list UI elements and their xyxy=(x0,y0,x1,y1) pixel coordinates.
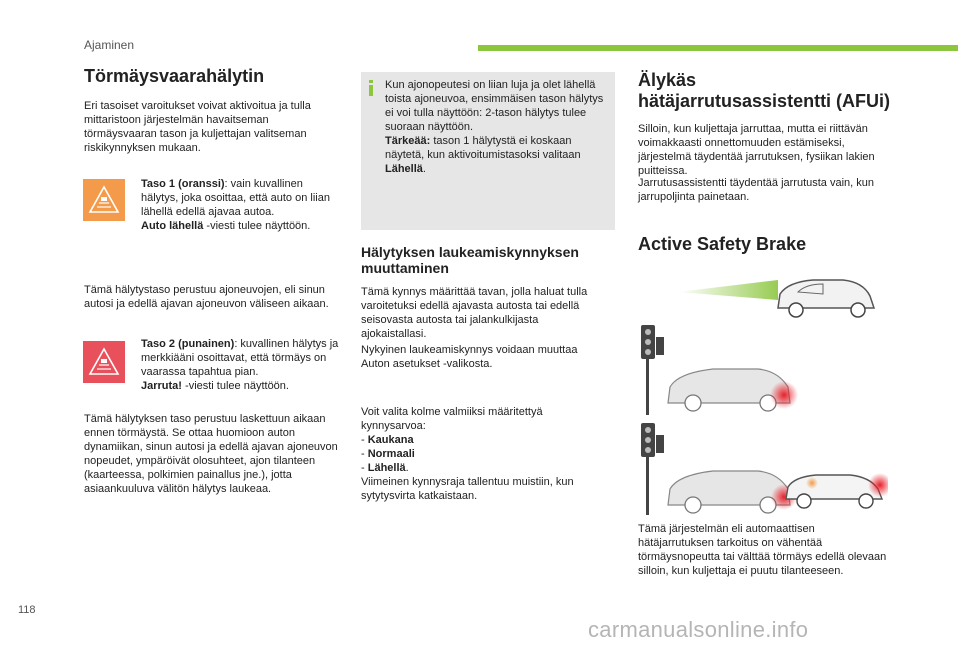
tip-text xyxy=(385,78,609,176)
option-near: Lähellä xyxy=(367,462,406,474)
afui-title-line2: hätäjarrutusassistentti (AFUi) xyxy=(638,90,891,111)
level2-message: Jarruta! xyxy=(141,380,182,392)
level1-description xyxy=(141,177,341,233)
asb-illustration-3 xyxy=(638,423,888,515)
afui-title-line1: Älykäs xyxy=(638,70,697,90)
afui-para2: Jarrutusassistentti täydentää jarrutusta vain, kun jarrupoljinta painetaan. xyxy=(638,177,875,203)
tip-important-value: Lähellä xyxy=(385,163,423,175)
tip-important-label: Tärkeää: xyxy=(385,135,431,147)
level2-description xyxy=(141,337,341,393)
collision-warning-icon xyxy=(83,341,125,383)
page-number: 118 xyxy=(18,604,36,616)
asb-illustration-2 xyxy=(638,325,888,415)
info-icon xyxy=(369,80,373,96)
level2-message-rest: -viesti tulee näyttöön. xyxy=(181,380,289,392)
section-label: Ajaminen xyxy=(84,38,135,52)
level2-explanation: Tämä hälytyksen taso perustuu laskettuun aikaan ennen törmäystä. Se ottaa huomioon auton dynamiikan, sinun autosi ja edellä ajavan ajoneuvon nopeudet, ympäröivät olosuhteet, ajon tilanteen (kaarteessa, polkimien painallus jne.), jotta asiaankuuluva välitön hälytys laukeaa. xyxy=(84,413,338,495)
collision-warning-icon xyxy=(83,179,125,221)
asb-title: Active Safety Brake xyxy=(638,234,807,254)
asb-para: Tämä järjestelmän eli automaattisen hätäjarrutuksen tarkoitus on vähentää törmäysnopeutta tai välttää törmäys edellä olevaan silloin, kun kuljettaja ei puutu tilanteeseen. xyxy=(638,523,887,577)
level1-text: : vain kuvallinen hälytys, joka osoittaa, että auto on liian lähellä edellä ajavaa autoa. xyxy=(141,178,330,218)
option-item: - Normaali xyxy=(361,448,415,460)
option-item: - Lähellä. xyxy=(361,462,409,474)
level2-title: Taso 2 (punainen) xyxy=(141,338,235,350)
threshold-para1: Tämä kynnys määrittää tavan, jolla haluat tulla varoitetuksi edellä ajavasta autosta tai edellä seisovasta autosta tai jalankulkijasta ajokaistallasi. xyxy=(361,286,588,340)
threshold-para3: Voit valita kolme valmiiksi määritettyä kynnysarvoa: xyxy=(361,406,543,432)
tip-important-text: tason 1 hälytystä ei koskaan näytetä, kun aktivoitumistasoksi valitaan xyxy=(385,135,581,161)
level1-explanation: Tämä hälytystaso perustuu ajoneuvojen, eli sinun autosi ja edellä ajavan ajoneuvon väliseen aikaan. xyxy=(84,284,329,310)
threshold-title: Hälytyksen laukeamiskynnyksen muuttaminen xyxy=(361,244,579,277)
option-normal: Normaali xyxy=(367,448,415,460)
level1-message-rest: -viesti tulee näyttöön. xyxy=(203,220,311,232)
level2-text: : kuvallinen hälytys ja merkkiääni osoittavat, että törmäys on vaarassa tapahtua pian. xyxy=(141,338,339,378)
threshold-para2: Nykyinen laukeamiskynnys voidaan muuttaa Auton asetukset -valikosta. xyxy=(361,344,578,370)
option-far: Kaukana xyxy=(367,434,414,446)
col1-intro: Eri tasoiset varoitukset voivat aktivoitua ja tulla mittaristoon järjestelmän havaitseman törmäysvaaran tason ja kuljettajan valitseman riskikynnyksen mukaan. xyxy=(84,100,311,154)
level1-message: Auto lähellä xyxy=(141,220,204,232)
threshold-options xyxy=(361,433,601,475)
asb-illustration-1 xyxy=(638,270,888,320)
header-accent-bar xyxy=(478,45,958,51)
afui-title xyxy=(638,70,890,111)
option-item: - Kaukana xyxy=(361,434,414,446)
threshold-para4: Viimeinen kynnysraja tallentuu muistiin, kun sytytysvirta katkaistaan. xyxy=(361,476,574,502)
level1-title: Taso 1 (oranssi) xyxy=(141,178,225,190)
page-title: Törmäysvaarahälytin xyxy=(84,66,265,86)
watermark: carmanualsonline.info xyxy=(588,617,809,642)
tip-text-1: Kun ajonopeutesi on liian luja ja olet lähellä toista ajoneuvoa, ensimmäisen tason hälytys ei voi tulla näyttöön: 2-tason hälytys tulee suoraan näyttöön. xyxy=(385,79,604,133)
afui-para1: Silloin, kun kuljettaja jarruttaa, mutta ei riittävän voimakkaasti onnettomuuden estämiseksi, järjestelmä täydentää jarrutuksen, fysiikan lakien puitteissa. xyxy=(638,123,875,177)
tip-important-end: . xyxy=(422,163,426,175)
